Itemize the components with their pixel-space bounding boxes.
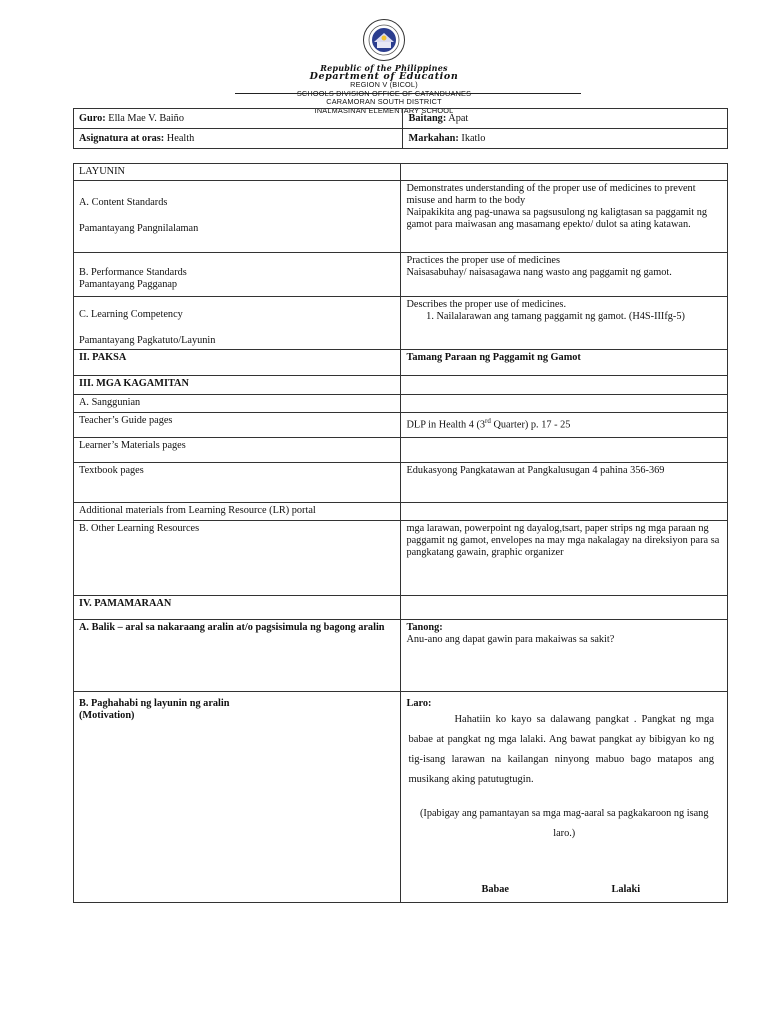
deped-seal-icon bbox=[362, 18, 406, 62]
other-resources-value: mga larawan, powerpoint ng dayalog,tsart, paper strips ng mga paraan ng paggamit ng gamot, envelopes na may mga nakalagay na direksiyon para sa pangkatang gawain, graphic organizer bbox=[401, 521, 728, 596]
paksa-value: Tamang Paraan ng Paggamit ng Gamot bbox=[401, 350, 728, 376]
asignatura-label: Asignatura at oras: bbox=[79, 133, 165, 144]
guro-cell bbox=[74, 109, 403, 129]
performance-standards-label: B. Performance Standards bbox=[79, 267, 187, 278]
content-text-filipino: Naipakikita ang pag-unawa sa pagsusulong ng kaligtasan sa paggamit ng gamot para maiwasan ang masamang epekto/ dulot sa ating katawan. bbox=[406, 207, 708, 230]
team-lalaki: Lalaki bbox=[611, 884, 641, 895]
teachers-guide-value-pre: DLP in Health 4 (3 bbox=[406, 419, 486, 431]
motivation-label: (Motivation) bbox=[79, 710, 135, 721]
learning-competency-cell bbox=[74, 297, 401, 350]
teachers-guide-value-sup: rd bbox=[485, 417, 491, 425]
balik-aral-label: A. Balik – aral sa nakaraang aralin at/o pagsisimula ng bagong aralin bbox=[74, 620, 401, 692]
guro-value: Ella Mae V. Baiño bbox=[105, 113, 184, 124]
competency-item: 1. Nailalarawan ang tamang paggamit ng gamot. (H4S-IIIfg-5) bbox=[436, 311, 722, 323]
performance-standards-value bbox=[401, 253, 728, 297]
teachers-guide-value bbox=[401, 413, 728, 438]
layunin-empty bbox=[401, 164, 728, 181]
additional-materials-label: Additional materials from Learning Resource (LR) portal bbox=[74, 503, 401, 521]
learning-competency-sub: Pamantayang Pagkatuto/Layunin bbox=[79, 335, 216, 346]
header-department: Department of Education bbox=[309, 70, 459, 82]
other-resources-label: B. Other Learning Resources bbox=[74, 521, 401, 596]
baitang-value: Apat bbox=[446, 113, 469, 124]
header-division: SCHOOLS DIVISION OFFICE OF CATANDUANES bbox=[296, 88, 472, 98]
kagamitan-empty bbox=[401, 376, 728, 395]
layunin-heading: LAYUNIN bbox=[74, 164, 401, 181]
laro-label: Laro: bbox=[406, 698, 432, 709]
additional-materials-empty bbox=[401, 503, 728, 521]
laro-note: (Ipabigay ang pamantayan sa mga mag-aaral sa pagkakaroon ng isang laro.) bbox=[419, 808, 709, 839]
header-district: CARAMORAN SOUTH DISTRICT bbox=[326, 97, 442, 106]
balik-aral-value bbox=[401, 620, 728, 692]
content-text-english: Demonstrates understanding of the proper use of medicines to prevent misuse and harm to the body bbox=[406, 183, 696, 206]
content-standards-sub: Pamantayang Pangnilalaman bbox=[79, 223, 199, 234]
baitang-cell bbox=[403, 109, 728, 129]
asignatura-cell bbox=[74, 129, 403, 149]
info-table bbox=[73, 108, 728, 149]
lesson-plan-table bbox=[73, 163, 728, 903]
learners-materials-empty bbox=[401, 438, 728, 463]
content-standards-label: A. Content Standards bbox=[79, 197, 168, 208]
performance-text-english: Practices the proper use of medicines bbox=[406, 255, 561, 266]
markahan-label: Markahan: bbox=[408, 133, 459, 144]
paksa-heading: II. PAKSA bbox=[74, 350, 401, 376]
learners-materials-label: Learner’s Materials pages bbox=[74, 438, 401, 463]
learning-competency-value bbox=[401, 297, 728, 350]
competency-list bbox=[406, 311, 722, 323]
textbook-label: Textbook pages bbox=[74, 463, 401, 503]
baitang-label: Baitang: bbox=[408, 113, 447, 124]
tanong-label: Tanong: bbox=[406, 622, 443, 633]
asignatura-value: Health bbox=[164, 133, 195, 144]
sanggunian-label: A. Sanggunian bbox=[74, 395, 401, 413]
team-labels bbox=[406, 884, 722, 900]
performance-standards-cell bbox=[74, 253, 401, 297]
teachers-guide-label: Teacher’s Guide pages bbox=[74, 413, 401, 438]
teachers-guide-value-post: Quarter) p. 17 - 25 bbox=[490, 419, 571, 431]
sanggunian-empty bbox=[401, 395, 728, 413]
tanong-value: Anu-ano ang dapat gawin para makaiwas sa sakit? bbox=[406, 634, 615, 645]
document-header bbox=[0, 18, 768, 115]
header-region: REGION V (BICOL) bbox=[350, 80, 418, 89]
header-school: INALMASINAN ELEMENTARY SCHOOL bbox=[314, 105, 454, 115]
laro-cell bbox=[401, 692, 728, 903]
laro-instructions: Hahatiin ko kayo sa dalawang pangkat . Pangkat ng mga babae at pangkat ng mga lalaki. Ang bawat pangkat ay bibigyan ko ng tig-isang larawan na kailangan ninyong mabuo bago matapos ang musikang aking patutugtugin. bbox=[408, 714, 714, 785]
paghahabi-label: B. Paghahabi ng layunin ng aralin bbox=[79, 698, 230, 709]
textbook-value: Edukasyong Pangkatawan at Pangkalusugan 4 pahina 356-369 bbox=[401, 463, 728, 503]
performance-text-filipino: Naisasabuhay/ naisasagawa nang wasto ang paggamit ng gamot. bbox=[406, 267, 672, 278]
team-babae: Babae bbox=[481, 884, 509, 895]
kagamitan-heading: III. MGA KAGAMITAN bbox=[74, 376, 401, 395]
markahan-cell bbox=[403, 129, 728, 149]
header-rule bbox=[235, 93, 581, 94]
markahan-value: Ikatlo bbox=[458, 133, 486, 144]
header-republic: Republic of the Philippines bbox=[320, 63, 448, 73]
learning-competency-label: C. Learning Competency bbox=[79, 309, 183, 320]
guro-label: Guro: bbox=[79, 113, 106, 124]
paghahabi-cell bbox=[74, 692, 401, 903]
content-standards-cell bbox=[74, 181, 401, 253]
performance-standards-sub: Pamantayang Pagganap bbox=[79, 279, 178, 290]
competency-text: Describes the proper use of medicines. bbox=[406, 299, 567, 310]
pamamaraan-heading: IV. PAMAMARAAN bbox=[74, 596, 401, 620]
content-standards-value bbox=[401, 181, 728, 253]
pamamaraan-empty bbox=[401, 596, 728, 620]
